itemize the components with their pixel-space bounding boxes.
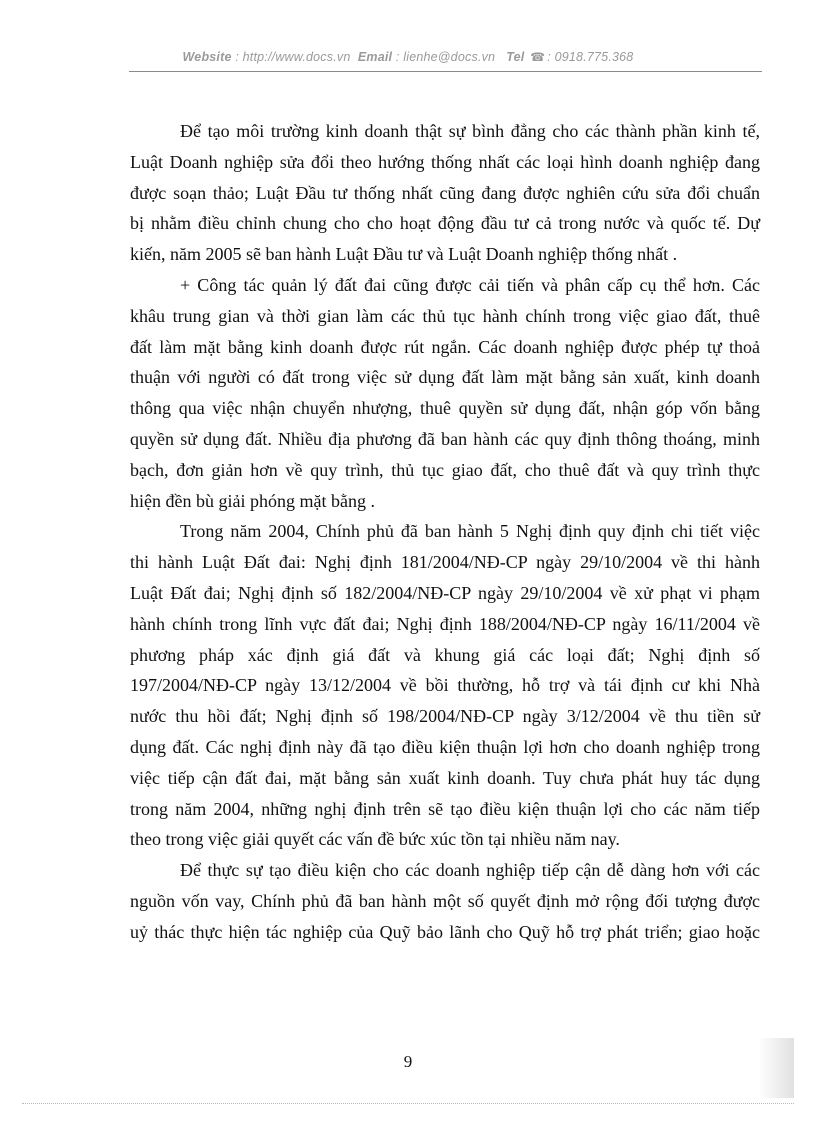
text-line: nước thu hồi đất; Nghị định số 198/2004/NĐ-CP ngày 3/12/2004 về thu tiền sử bbox=[130, 706, 760, 727]
paragraph-3 bbox=[130, 516, 760, 855]
paragraph-4 bbox=[130, 855, 760, 947]
text-line: + Công tác quản lý đất đai cũng được cải tiến và phân cấp cụ thể hơn. Các bbox=[180, 274, 760, 295]
paragraph-2 bbox=[130, 270, 760, 516]
text-line: thuận với người có đất trong việc sử dụng đất làm mặt bằng sản xuất, kinh doanh bbox=[130, 367, 760, 388]
website-label: Website bbox=[182, 50, 232, 64]
text-line: 197/2004/NĐ-CP ngày 13/12/2004 về bồi thường, hỗ trợ và tái định cư khi Nhà bbox=[130, 675, 760, 696]
text-line: bị nhằm điều chỉnh chung cho cho hoạt động đầu tư cả trong nước và quốc tế. Dự bbox=[130, 213, 760, 234]
text-line: được soạn thảo; Luật Đầu tư thống nhất cũng đang được nghiên cứu sửa đổi chuẩn bbox=[130, 182, 760, 203]
text-line: thông qua việc nhận chuyển nhượng, thuê quyền sử dụng đất, nhận góp vốn bằng bbox=[130, 398, 760, 419]
footer-dotted-line bbox=[22, 1103, 794, 1104]
text-line: quyền sử dụng đất. Nhiều địa phương đã ban hành các quy định thông thoáng, minh bbox=[130, 428, 760, 449]
text-line: Luật Doanh nghiệp sửa đổi theo hướng thống nhất các loại hình doanh nghiệp đang bbox=[130, 151, 760, 172]
text-line: Trong năm 2004, Chính phủ đã ban hành 5 Nghị định quy định chi tiết việc bbox=[180, 521, 760, 542]
page-corner-shadow bbox=[758, 1038, 794, 1098]
tel-value: : 0918.775.368 bbox=[547, 50, 634, 64]
text-line: Để thực sự tạo điều kiện cho các doanh nghiệp tiếp cận dễ dàng hơn với các bbox=[180, 860, 760, 881]
email-value: : lienhe@docs.vn bbox=[395, 50, 496, 64]
text-line: bạch, đơn giản hơn về quy trình, thủ tục giao đất, cho thuê đất và quy trình thực bbox=[130, 459, 760, 480]
page-number: 9 bbox=[403, 1052, 413, 1071]
text-line: việc tiếp cận đất đai, mặt bằng sản xuất kinh doanh. Tuy chưa phát huy tác dụng bbox=[130, 767, 760, 788]
text-line: uỷ thác thực hiện tác nghiệp của Quỹ bảo lãnh cho Quỹ hỗ trợ phát triển; giao hoặc bbox=[130, 921, 760, 942]
text-line: phương pháp xác định giá đất và khung giá các loại đất; Nghị định số bbox=[130, 644, 760, 665]
text-line: theo trong việc giải quyết các vấn đề bức xúc tồn tại nhiều năm nay. bbox=[130, 829, 620, 850]
text-line: kiến, năm 2005 sẽ ban hành Luật Đầu tư và Luật Doanh nghiệp thống nhất . bbox=[130, 244, 678, 265]
text-line: hiện đền bù giải phóng mặt bằng . bbox=[130, 490, 375, 511]
header-divider bbox=[129, 71, 762, 72]
text-line: trong năm 2004, những nghị định trên sẽ tạo điều kiện thuận lợi cho các năm tiếp bbox=[130, 798, 760, 819]
email-label: Email bbox=[357, 50, 393, 64]
text-line: Để tạo môi trường kinh doanh thật sự bình đẳng cho các thành phần kinh tế, bbox=[180, 121, 760, 141]
text-line: nguồn vốn vay, Chính phủ đã ban hành một số quyết định mở rộng đối tượng được bbox=[130, 890, 760, 911]
text-line: thi hành Luật Đất đai: Nghị định 181/2004/NĐ-CP ngày 29/10/2004 về thi hành bbox=[130, 552, 760, 573]
paragraph-1 bbox=[130, 116, 760, 270]
text-line: dụng đất. Các nghị định này đã tạo điều kiện thuận lợi hơn cho doanh nghiệp trong bbox=[130, 736, 760, 757]
website-value: : http://www.docs.vn bbox=[235, 50, 351, 64]
text-line: khâu trung gian và thời gian làm các thủ tục hành chính trong việc giao đất, thuê bbox=[130, 305, 760, 326]
text-line: Luật Đất đai; Nghị định số 182/2004/NĐ-CP ngày 29/10/2004 về xử phạt vi phạm bbox=[130, 582, 760, 603]
tel-label: Tel bbox=[506, 50, 525, 64]
phone-icon: ☎ bbox=[530, 50, 546, 64]
document-body bbox=[130, 116, 760, 948]
text-line: hành chính trong lĩnh vực đất đai; Nghị định 188/2004/NĐ-CP ngày 16/11/2004 về bbox=[130, 613, 760, 634]
text-line: đất làm mặt bằng kinh doanh được rút ngắn. Các doanh nghiệp được phép tự thoả bbox=[130, 336, 760, 357]
page-header bbox=[0, 50, 816, 64]
